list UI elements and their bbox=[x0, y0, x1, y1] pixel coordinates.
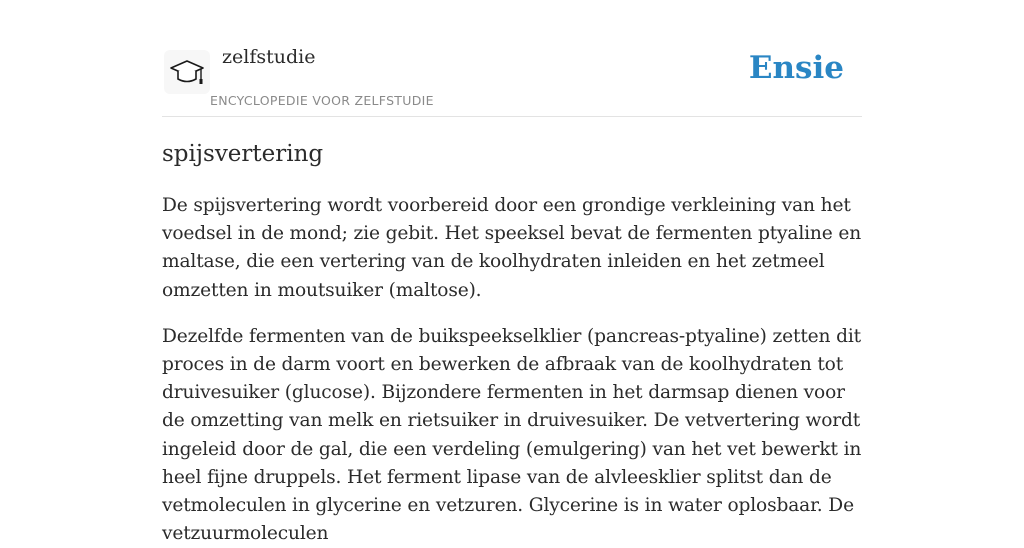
article bbox=[162, 138, 864, 548]
article-paragraph: Dezelfde fermenten van de buikspeekselklier (pancreas-ptyaline) zetten dit proces in de darm voort en bewerken de afbraak van de koolhydraten tot druivesuiker (glucose). Bijzondere fermenten in het darmsap dienen voor de omzetting van melk en rietsuiker in druivesuiker. De vetvertering wordt ingeleid door de gal, die een verdeling (emulgering) van het vet bewerkt in heel fijne druppels. Het ferment lipase van de alvleesklier splitst dan de vetmoleculen in glycerine en vetzuren. Glycerine is in water oplosbaar. De vetzuurmoleculen bbox=[162, 325, 862, 545]
site-name[interactable]: zelfstudie bbox=[222, 46, 316, 68]
graduation-cap-icon bbox=[168, 56, 206, 90]
site-header bbox=[162, 0, 862, 117]
article-paragraph: De spijsvertering wordt voorbereid door een grondige verkleining van het voedsel in de mond; zie gebit. Het speeksel bevat de fermenten ptyaline en maltase, die een vertering van de koolhydraten inleiden en het zetmeel omzetten in moutsuiker (maltose). bbox=[162, 195, 862, 301]
brand-logo-link[interactable]: Ensie bbox=[748, 50, 844, 86]
article-title: spijsvertering bbox=[162, 141, 324, 167]
site-tagline: ENCYCLOPEDIE VOOR ZELFSTUDIE bbox=[210, 93, 434, 108]
site-logo[interactable] bbox=[164, 50, 210, 94]
